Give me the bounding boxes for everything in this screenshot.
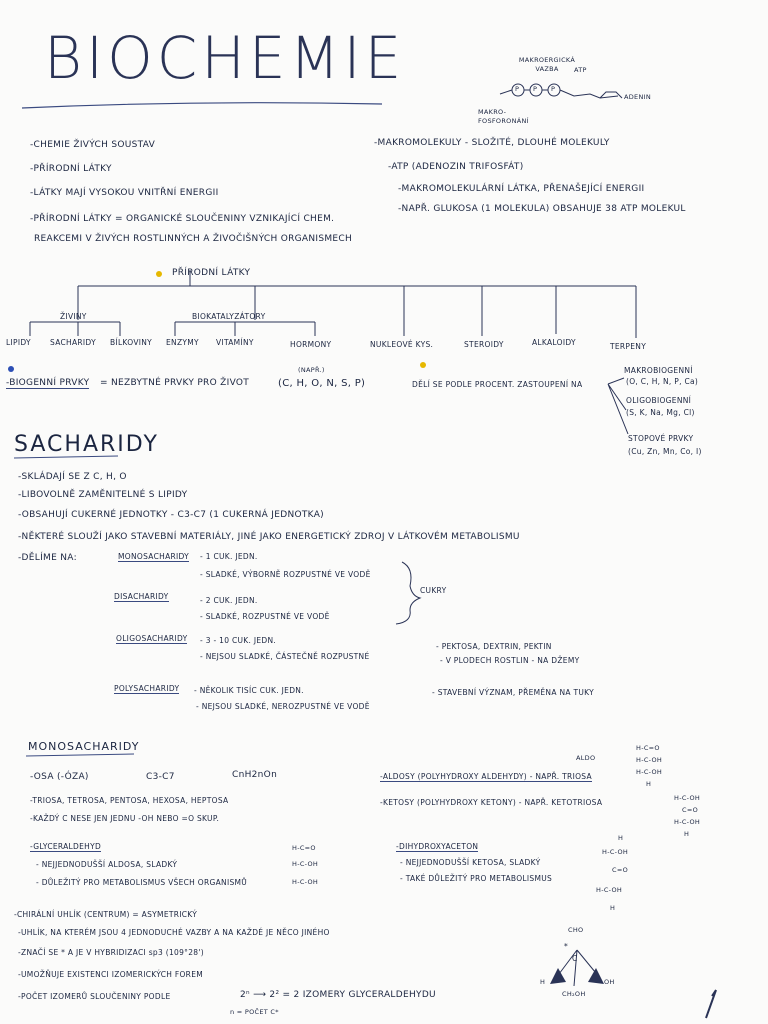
sach-line: -DĚLÍME NA:: [18, 553, 77, 563]
formula-ald: H-C-OH: [636, 768, 663, 776]
oligo-type: OLIGOSACHARIDY: [116, 634, 188, 643]
formula-glyc: H-C-OH: [292, 878, 319, 886]
chiral-line: -UMOŽŇUJE EXISTENCI IZOMERICKÝCH FOREM: [18, 970, 203, 979]
stop-label: STOPOVÉ PRVKY: [628, 434, 694, 443]
intro-right-line: -MAKROMOLEKULÁRNÍ LÁTKA, PŘENAŠEJÍCÍ ENERGII: [398, 184, 645, 194]
chiral-note: n = POČET C*: [230, 1008, 279, 1016]
oligo-desc: - NEJSOU SLADKÉ, ČÁSTEČNĚ ROZPUSTNÉ: [200, 652, 370, 661]
intro-line: -CHEMIE ŽIVÝCH SOUSTAV: [30, 140, 156, 150]
dihyd-heading: -DIHYDROXYACETON: [396, 842, 479, 851]
phosphate-p2: P: [533, 85, 538, 93]
tree-root: PŘÍRODNÍ LÁTKY: [172, 268, 251, 278]
tree-leaf: VITAMÍNY: [216, 338, 254, 347]
chiral-line: -UHLÍK, NA KTERÉM JSOU 4 JEDNODUCHÉ VAZBY A NA KAŽDÉ JE NĚCO JINÉHO: [18, 928, 330, 937]
formula-ald: H-C-OH: [636, 756, 663, 764]
oligo-label: OLIGOBIOGENNÍ: [626, 396, 692, 405]
mono-desc: - 1 CUK. JEDN.: [200, 552, 258, 561]
di-desc: - 2 CUK. JEDN.: [200, 596, 258, 605]
formula-ald: H-C=O: [636, 744, 660, 752]
dihyd-desc: - NEJJEDNODUŠŠÍ KETOSA, SLADKÝ: [400, 858, 541, 867]
stop-elements: (Cu, Zn, Mn, Co, I): [628, 447, 702, 456]
mono-c3c7: C3-C7: [146, 772, 175, 782]
biogenic-label: -BIOGENNÍ PRVKY: [6, 378, 90, 388]
oligo-desc: - 3 - 10 CUK. JEDN.: [200, 636, 277, 645]
cukry-label: CUKRY: [420, 586, 447, 595]
tree-leaf: SACHARIDY: [50, 338, 96, 347]
chiral-heading: -CHIRÁLNÍ UHLÍK (CENTRUM) = ASYMETRICKÝ: [14, 910, 198, 919]
sach-line: -OBSAHUJÍ CUKERNÉ JEDNOTKY - C3-C7 (1 CUKERNÁ JEDNOTKA): [18, 510, 324, 520]
mono-kazdy: -KAŽDÝ C NESE JEN JEDNU -OH NEBO =O SKUP.: [30, 814, 220, 823]
formula-ket: C=O: [682, 806, 699, 814]
di-desc: - SLADKÉ, ROZPUSTNÉ VE VODĚ: [200, 612, 330, 621]
biogenic-elements: (C, H, O, N, S, P): [278, 378, 366, 389]
chiral-line: -ZNAČÍ SE * A JE V HYBRIDIZACI sp3 (109°28'): [18, 948, 204, 957]
intro-line: REAKCEMI V ŽIVÝCH ROSTLINNÝCH A ŽIVOČIŠNÝCH ORGANISMECH: [34, 234, 353, 244]
sach-line: -LIBOVOLNĚ ZAMĚNITELNÉ S LIPIDY: [18, 490, 188, 500]
poly-type: POLYSACHARIDY: [114, 684, 180, 693]
tree-zivny: ŽIVINY: [60, 312, 87, 321]
aldosy-line: -ALDOSY (POLYHYDROXY ALDEHYDY) - NAPŘ. TRIOSA: [380, 772, 592, 781]
oligo-example: - V PLODECH ROSTLIN - NA DŽEMY: [440, 656, 580, 665]
atp-bond-label: MAKROERGICKÁ VAZBA: [518, 56, 576, 73]
biogenic-deli: DĚLÍ SE PODLE PROCENT. ZASTOUPENÍ NA: [412, 380, 583, 389]
oligo-example: - PEKTOSA, DEXTRIN, PEKTIN: [436, 642, 552, 651]
mol-c: C: [572, 954, 578, 963]
intro-right-line: -ATP (ADENOZIN TRIFOSFÁT): [388, 162, 524, 172]
page-title: BIOCHEMIE: [44, 24, 406, 92]
tree-leaf: ALKALOIDY: [532, 338, 576, 347]
yellow-dot-icon: [156, 271, 162, 277]
chiral-line: -POČET IZOMERŮ SLOUČENINY PODLE: [18, 992, 171, 1001]
mol-star: *: [564, 942, 569, 951]
poly-desc: - NĚKOLIK TISÍC CUK. JEDN.: [194, 686, 304, 695]
formula-ket: H-C-OH: [674, 794, 701, 802]
sach-line: -SKLÁDAJÍ SE Z C, H, O: [18, 472, 127, 482]
tree-leaf: STEROIDY: [464, 340, 504, 349]
sacharidy-heading: SACHARIDY: [14, 432, 159, 457]
intro-line: -PŘÍRODNÍ LÁTKY = ORGANICKÉ SLOUČENINY VZNIKAJÍCÍ CHEM.: [30, 214, 335, 224]
formula-dhy: H-C-OH: [596, 886, 623, 894]
chiral-formula: 2ⁿ ⟶ 2² = 2 IZOMERY GLYCERALDEHYDU: [240, 990, 436, 1000]
poly-desc: - NEJSOU SLADKÉ, NEROZPUSTNÉ VE VODĚ: [196, 702, 370, 711]
sach-line: -NĚKTERÉ SLOUŽÍ JAKO STAVEBNÍ MATERIÁLY, JINÉ JAKO ENERGETICKÝ ZDROJ V LÁTKOVÉM METABOLISMU: [18, 532, 520, 542]
formula-dhy: H: [618, 834, 624, 842]
tree-biokat: BIOKATALYZÁTORY: [192, 312, 266, 321]
intro-right-line: -MAKROMOLEKULY - SLOŽITÉ, DLOUHÉ MOLEKULY: [374, 138, 610, 148]
phosphate-p3: P: [551, 85, 556, 93]
ketosy-line: -KETOSY (POLYHYDROXY KETONY) - NAPŘ. KETOTRIOSA: [380, 798, 603, 807]
biogenic-text: = NEZBYTNÉ PRVKY PRO ŽIVOT: [100, 378, 250, 388]
biogenic-napr: (NAPŘ.): [298, 366, 325, 374]
makro-label: MAKROBIOGENNÍ: [624, 366, 693, 375]
mol-h: H: [540, 978, 546, 986]
glyc-desc: - NEJJEDNODUŠŠÍ ALDOSA, SLADKÝ: [36, 860, 178, 869]
mono-osa: -OSA (-ÓZA): [30, 772, 89, 782]
formula-glyc: H-C-OH: [292, 860, 319, 868]
mono-formula: CnH2nOn: [232, 770, 278, 780]
formula-glyc: H-C=O: [292, 844, 316, 852]
mol-oh: OH: [604, 978, 615, 986]
tree-leaf: TERPENY: [610, 342, 647, 351]
glyc-heading: -GLYCERALDEHYD: [30, 842, 102, 851]
blue-dot-icon: [8, 366, 14, 372]
formula-ald: H: [646, 780, 652, 788]
formula-dhy: C=O: [612, 866, 629, 874]
poly-example: - STAVEBNÍ VÝZNAM, PŘEMĚNA NA TUKY: [432, 688, 594, 697]
aldo-label: ALDO: [576, 754, 596, 762]
tree-leaf: BÍLKOVINY: [110, 338, 153, 347]
adenin-label: ADENIN: [624, 93, 652, 101]
tree-leaf: ENZYMY: [166, 338, 199, 347]
formula-dhy: H-C-OH: [602, 848, 629, 856]
intro-right-line: -NAPŘ. GLUKOSA (1 MOLEKULA) OBSAHUJE 38 ATP MOLEKUL: [398, 204, 686, 214]
mol-top: CHO: [568, 926, 584, 934]
tree-leaf: HORMONY: [290, 340, 332, 349]
intro-line: -PŘÍRODNÍ LÁTKY: [30, 164, 112, 174]
formula-ket: H-C-OH: [674, 818, 701, 826]
mol-bottom: CH₂OH: [562, 990, 586, 998]
phosphate-label: MAKRO- FOSFORONÁNÍ: [478, 108, 529, 125]
mono-type: MONOSACHARIDY: [118, 552, 190, 561]
formula-ket: H: [684, 830, 690, 838]
atp-label: ATP: [574, 66, 587, 74]
makro-elements: (O, C, H, N, P, Ca): [626, 377, 699, 386]
oligo-elements: (S, K, Na, Mg, Cl): [626, 408, 695, 417]
phosphate-p1: P: [515, 85, 520, 93]
mono-heading: MONOSACHARIDY: [28, 740, 140, 753]
page-number: [700, 982, 718, 1015]
yellow-dot-icon: [420, 362, 426, 368]
formula-dhy: H: [610, 904, 616, 912]
di-type: DISACHARIDY: [114, 592, 169, 601]
glyc-desc: - DŮLEŽITÝ PRO METABOLISMUS VŠECH ORGANISMŮ: [36, 878, 248, 887]
tree-leaf: LIPIDY: [6, 338, 31, 347]
tree-leaf: NUKLEOVÉ KYS.: [370, 340, 434, 349]
dihyd-desc: - TAKÉ DŮLEŽITÝ PRO METABOLISMUS: [400, 874, 553, 883]
mono-triosa: -TRIOSA, TETROSA, PENTOSA, HEXOSA, HEPTOSA: [30, 796, 229, 805]
intro-line: -LÁTKY MAJÍ VYSOKOU VNITŘNÍ ENERGII: [30, 188, 219, 198]
mono-desc: - SLADKÉ, VÝBORNĚ ROZPUSTNÉ VE VODĚ: [200, 570, 371, 579]
